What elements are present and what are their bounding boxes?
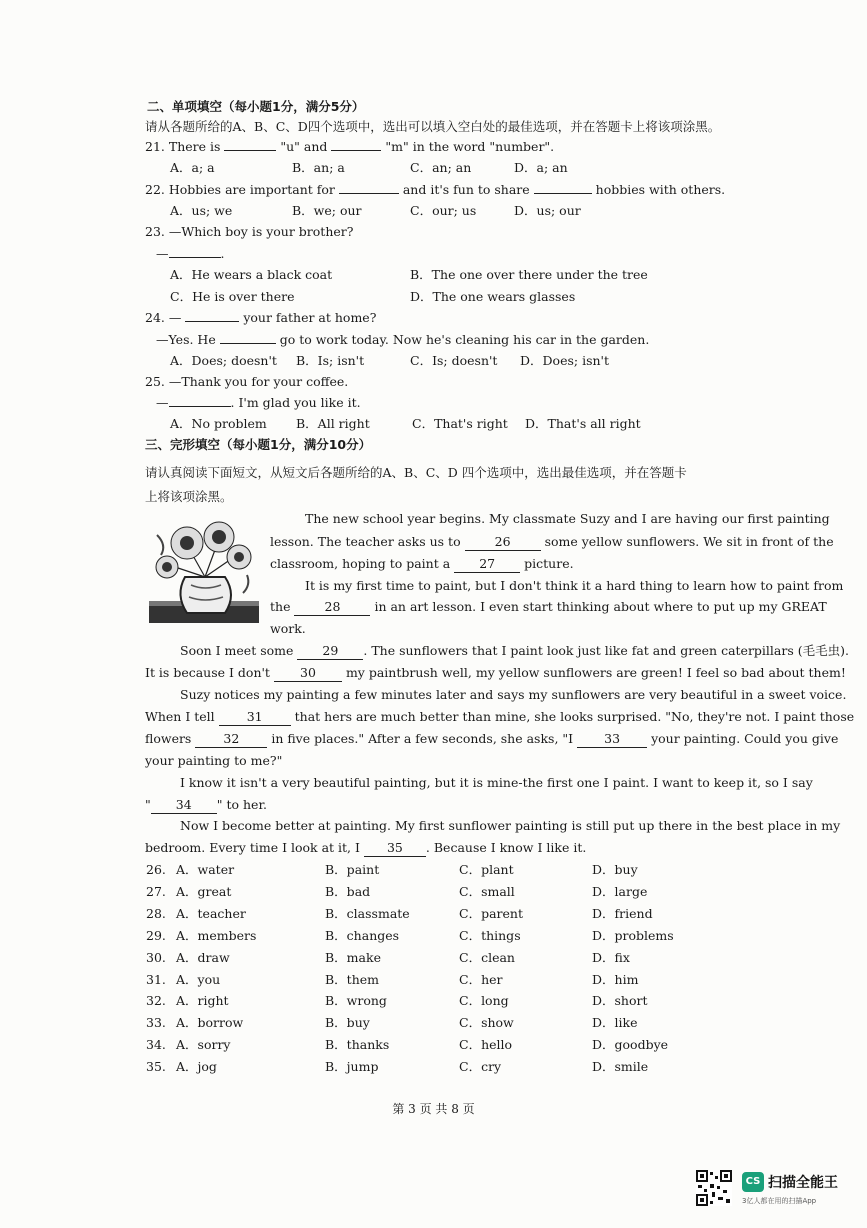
- answer-blank: [534, 193, 592, 194]
- section3-title: 三、完形填空（每小题1分，满分10分）: [145, 437, 372, 452]
- section3-instruction-cont: 上将该项涂黑。: [145, 489, 233, 504]
- scanner-logo: CS: [742, 1172, 764, 1192]
- answer-blank: [224, 150, 276, 151]
- q34-option-b: B．thanks: [325, 1037, 390, 1052]
- blank-33: 33: [577, 731, 647, 748]
- q27-option-c: C．small: [459, 884, 515, 899]
- q24-response: —Yes. He go to work today. Now he's cleaning his car in the garden.: [156, 332, 650, 347]
- q31-option-a: A．you: [176, 972, 221, 987]
- q32-option-number: 32.: [146, 993, 166, 1008]
- para4-line4: your painting to me?": [145, 753, 283, 768]
- q24-option-b: B．Is; isn't: [296, 353, 365, 368]
- blank-34: 34: [151, 797, 217, 814]
- q29-option-d: D．problems: [592, 928, 674, 943]
- para1-line2: lesson. The teacher asks us to 26 some yellow sunflowers. We sit in front of the: [270, 534, 834, 549]
- q25-option-c: C．That's right: [412, 416, 508, 431]
- section2-instruction: 请从各题所给的A、B、C、D四个选项中，选出可以填入空白处的最佳选项，并在答题卡上将该项涂黑。: [145, 119, 721, 134]
- sunflower-vase-picture: [147, 515, 261, 627]
- q25-response: — . I'm glad you like it.: [156, 395, 361, 410]
- q33-option-a: A．borrow: [176, 1015, 244, 1030]
- q22-option-a: A．us; we: [170, 203, 233, 218]
- q32-option-b: B．wrong: [325, 993, 387, 1008]
- blank-26: 26: [465, 534, 541, 551]
- q22-option-c: C．our; us: [410, 203, 477, 218]
- q26-option-b: B．paint: [325, 862, 380, 877]
- q21-option-a: A．a; a: [170, 160, 215, 175]
- q29-option-c: C．things: [459, 928, 521, 943]
- para2-line2: the 28 in an art lesson. I even start thinking about where to put up my GREAT: [270, 599, 827, 614]
- q34-option-c: C．hello: [459, 1037, 513, 1052]
- q32-option-d: D．short: [592, 993, 648, 1008]
- section3-instruction: 请认真阅读下面短文，从短文后各题所给的A、B、C、D 四个选项中，选出最佳选项，并在答题卡: [145, 465, 687, 480]
- q29-option-number: 29.: [146, 928, 166, 943]
- q30-option-d: D．fix: [592, 950, 630, 965]
- q26-option-c: C．plant: [459, 862, 514, 877]
- q29-option-a: A．members: [176, 928, 257, 943]
- q30-option-number: 30.: [146, 950, 166, 965]
- q25-option-b: B．All right: [296, 416, 370, 431]
- q27-option-a: A．great: [176, 884, 232, 899]
- para3-line2: It is because I don't 30 my paintbrush well, my yellow sunflowers are green! I feel so bad about them!: [145, 665, 846, 680]
- q30-option-b: B．make: [325, 950, 381, 965]
- q28-option-b: B．classmate: [325, 906, 410, 921]
- q31-option-b: B．them: [325, 972, 380, 987]
- q26-option-d: D．buy: [592, 862, 638, 877]
- q23-option-d: D．The one wears glasses: [410, 289, 576, 304]
- q23-option-b: B．The one over there under the tree: [410, 267, 648, 282]
- q23-stem: 23. —Which boy is your brother?: [145, 224, 354, 239]
- q26-option-number: 26.: [146, 862, 166, 877]
- blank-28: 28: [294, 599, 370, 616]
- q25-stem: 25. —Thank you for your coffee.: [145, 374, 349, 389]
- q32-option-a: A．right: [176, 993, 229, 1008]
- q22-stem: 22. Hobbies are important for and it's fun to share hobbies with others.: [145, 182, 726, 197]
- q30-option-c: C．clean: [459, 950, 515, 965]
- q28-option-a: A．teacher: [176, 906, 246, 921]
- q29-option-b: B．changes: [325, 928, 400, 943]
- blank-31: 31: [219, 709, 291, 726]
- para4-line2: When I tell 31 that hers are much better than mine, she looks surprised. "No, they're not. I paint those: [145, 709, 855, 724]
- answer-blank: [331, 150, 381, 151]
- q35-option-d: D．smile: [592, 1059, 649, 1074]
- para4-line1: Suzy notices my painting a few minutes later and says my sunflowers are very beautiful in a sweet voice.: [180, 687, 847, 702]
- q21-option-c: C．an; an: [410, 160, 472, 175]
- q23-option-a: A．He wears a black coat: [170, 267, 333, 282]
- answer-blank: [169, 406, 231, 407]
- para2-line1: It is my first time to paint, but I don't think it a hard thing to learn how to paint from: [305, 578, 844, 593]
- para1-line3: classroom, hoping to paint a 27 picture.: [270, 556, 574, 571]
- q35-option-c: C．cry: [459, 1059, 502, 1074]
- q24-stem: 24. — your father at home?: [145, 310, 377, 325]
- q21-option-b: B．an; a: [292, 160, 345, 175]
- q24-option-c: C．Is; doesn't: [410, 353, 498, 368]
- para6-line2: bedroom. Every time I look at it, I 35 . Because I know I like it.: [145, 840, 587, 855]
- q24-option-d: D．Does; isn't: [520, 353, 609, 368]
- q25-option-d: D．That's all right: [525, 416, 641, 431]
- para1-line1: The new school year begins. My classmate Suzy and I are having our first painting: [305, 511, 830, 526]
- para3-line1: Soon I meet some 29 . The sunflowers that I paint look just like fat and green caterpillars (毛毛虫).: [180, 643, 849, 658]
- q30-option-a: A．draw: [176, 950, 230, 965]
- qr-code-icon: [696, 1170, 732, 1206]
- q28-option-number: 28.: [146, 906, 166, 921]
- para5-line1: I know it isn't a very beautiful painting, but it is mine-the first one I paint. I want to keep it, so I say: [180, 775, 813, 790]
- q33-option-number: 33.: [146, 1015, 166, 1030]
- q34-option-number: 34.: [146, 1037, 166, 1052]
- q28-option-c: C．parent: [459, 906, 523, 921]
- answer-blank: [339, 193, 399, 194]
- q35-option-number: 35.: [146, 1059, 166, 1074]
- blank-30: 30: [274, 665, 342, 682]
- para6-line1: Now I become better at painting. My first sunflower painting is still put up there in the best place in my: [180, 818, 841, 833]
- answer-blank: [185, 321, 239, 322]
- q22-option-d: D．us; our: [514, 203, 581, 218]
- q31-option-number: 31.: [146, 972, 166, 987]
- q21-option-d: D．a; an: [514, 160, 568, 175]
- q31-option-d: D．him: [592, 972, 639, 987]
- q31-option-c: C．her: [459, 972, 503, 987]
- answer-blank: [220, 343, 276, 344]
- scanner-slogan: 3亿人都在用的扫描App: [742, 1197, 817, 1205]
- q26-option-a: A．water: [176, 862, 235, 877]
- q32-option-c: C．long: [459, 993, 509, 1008]
- q33-option-d: D．like: [592, 1015, 638, 1030]
- q33-option-b: B．buy: [325, 1015, 370, 1030]
- q35-option-b: B．jump: [325, 1059, 379, 1074]
- q27-option-number: 27.: [146, 884, 166, 899]
- answer-blank: [169, 257, 221, 258]
- para5-line2: " 34 " to her.: [145, 797, 268, 812]
- q35-option-a: A．jog: [176, 1059, 217, 1074]
- q34-option-a: A．sorry: [176, 1037, 231, 1052]
- q25-option-a: A．No problem: [170, 416, 267, 431]
- q27-option-d: D．large: [592, 884, 648, 899]
- section2-title: 二、单项填空（每小题1分，满分5分）: [147, 99, 365, 114]
- q22-option-b: B．we; our: [292, 203, 362, 218]
- page-number: 第 3 页 共 8 页: [392, 1102, 475, 1116]
- q21-stem: 21. There is "u" and "m" in the word "number".: [145, 139, 555, 154]
- blank-27: 27: [454, 556, 520, 573]
- blank-32: 32: [195, 731, 267, 748]
- blank-29: 29: [297, 643, 363, 660]
- q23-option-c: C．He is over there: [170, 289, 295, 304]
- blank-35: 35: [364, 840, 426, 857]
- q24-option-a: A．Does; doesn't: [170, 353, 277, 368]
- para2-line3: work.: [270, 621, 306, 636]
- scanner-app-name: 扫描全能王: [768, 1175, 838, 1191]
- q27-option-b: B．bad: [325, 884, 371, 899]
- q28-option-d: D．friend: [592, 906, 653, 921]
- q33-option-c: C．show: [459, 1015, 514, 1030]
- q34-option-d: D．goodbye: [592, 1037, 669, 1052]
- para4-line3: flowers 32 in five places." After a few seconds, she asks, "I 33 your painting. Could you give: [145, 731, 839, 746]
- q23-response: — .: [156, 246, 225, 261]
